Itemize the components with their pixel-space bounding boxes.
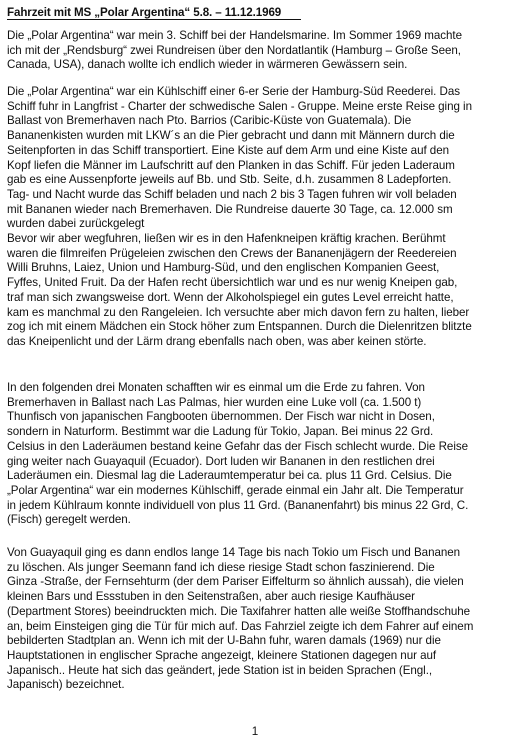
title-underline bbox=[7, 19, 301, 20]
text-line: Fyffes, United Fruit. Da der Hafen recht übersichtlich war und es nur wenig Kneipen gab, bbox=[7, 276, 458, 290]
text-line: (Fisch) geregelt werden. bbox=[7, 513, 131, 527]
text-line: Laderäumen ein. Diesmal lag die Laderaumtemperatur bei ca. plus 11 Grd. Celsius. Die bbox=[7, 469, 452, 483]
text-line: wurden dabei zurückgelegt bbox=[7, 217, 145, 231]
text-line: Bevor wir aber wegfuhren, ließen wir es in den Hafenkneipen kräftig krachen. Berühmt bbox=[7, 232, 446, 245]
text-line: in jedem Kühlraum konnte individuell von plus 11 Grd. (Bananenfahrt) bis minus 22 Grd, C. bbox=[7, 498, 469, 512]
text-line: bebilderten Stadtplan an. Wenn ich mit der U-Bahn fuhr, waren damals (1969) nur die bbox=[7, 634, 441, 648]
text-line: Japanisch) bezeichnet. bbox=[7, 678, 125, 692]
text-line: Ginza -Straße, der Fernsehturm (der dem Pariser Eiffelturm so ähnlich aussah), die vielen bbox=[7, 575, 464, 589]
text-line: Hauptstationen in englischer Sprache angezeigt, kleinere Stationen dagegen nur auf bbox=[7, 648, 437, 662]
text-line: zu löschen. Als junger Seemann fand ich diese riesige Stadt schon faszinierend. Die bbox=[7, 560, 435, 574]
text-line: das Kneipenlicht und der Lärm drang ebenfalls nach oben, was aber keinen störte. bbox=[7, 334, 427, 348]
text-line: Von Guayaquil ging es dann endlos lange 14 Tage bis nach Tokio um Fisch und Bananen bbox=[7, 546, 461, 559]
text-line: traf man sich zwangsweise dort. Wenn der Alkoholspiegel ein gutes Level erreicht hatte, bbox=[7, 290, 454, 304]
text-line: Willi Bruhns, Laiez, Union und Hamburg-Süd, und den englischen Kompanien Geest, bbox=[7, 261, 440, 275]
text-line: an, beim Einsteigen ging die Tür für mich auf. Das Fahrziel zeigte ich dem Fahrer auf einem bbox=[7, 619, 474, 633]
paragraph-4 bbox=[7, 381, 507, 528]
text-line: Tag- und Nacht wurde das Schiff beladen und nach 2 bis 3 Tagen fuhren wir voll beladen bbox=[7, 187, 457, 201]
text-line: In den folgenden drei Monaten schafften wir es einmal um die Erde zu fahren. Von bbox=[7, 381, 425, 394]
text-line: (Department Stores) beeindruckten mich. Die Taxifahrer hatten alle weiße Stoffhandschuhe bbox=[7, 604, 471, 618]
page-title bbox=[7, 5, 281, 20]
text-line: gab es eine Aussenpforte jeweils auf Bb. und Stb. Seite, d.h. zusammen 8 Ladepforten. bbox=[7, 173, 452, 187]
text-line: sondern in Naturform. Bestimmt war die Ladung für Tokio, Japan. Bei minus 22 Grd. bbox=[7, 425, 434, 439]
text-line: zog ich mit einem Mädchen ein Stock höher zum Entspannen. Durch die Dielenritzen blitzte bbox=[7, 320, 472, 334]
text-line: Canada, USA), danach wollte ich endlich wieder in wärmeren Gewässern sein. bbox=[7, 58, 408, 72]
text-line: mit Bananen wieder nach Bremerhaven. Die Rundreise dauerte 30 Tage, ca. 12.000 sm bbox=[7, 202, 453, 216]
text-line: kam es manchmal zu den Rangeleien. Ich versuchte aber mich davon fern zu halten, lieber bbox=[7, 305, 470, 319]
text-line: waren die filmreifen Prügeleien zwischen den Crews der Bananenjägern der Reedereien bbox=[7, 246, 457, 260]
title-prefix: Fahrzeit mit MS „ bbox=[7, 6, 100, 19]
text-line: Bananenkisten wurden mit LKW´s an die Pier gebracht und dann mit Männern durch die bbox=[7, 129, 455, 143]
title-dates: “ 5.8. – 11.12.1969 bbox=[184, 6, 282, 19]
text-line: Kopf liefen die Männer im Laufschritt auf den Planken in das Schiff. Für jeden Laderaum bbox=[7, 158, 455, 172]
text-line: Celsius in den Laderäumen bestand keine Gefahr das der Fisch schlecht wurde. Die Reise bbox=[7, 439, 468, 453]
paragraph-1 bbox=[7, 29, 507, 73]
text-line: Die „Polar Argentina“ war mein 3. Schiff bei der Handelsmarine. Im Sommer 1969 machte bbox=[7, 29, 462, 42]
text-line: kleinen Bars und Essstuben in den Seitenstraßen, aber auch riesige Kaufhäuser bbox=[7, 590, 415, 604]
text-line: „Polar Argentina“ war ein modernes Kühlschiff, gerade einmal ein Jahr alt. Die Temperatur bbox=[7, 483, 464, 497]
text-line: ich mit der „Rendsburg“ zwei Rundreisen über den Nordatlantik (Hamburg – Große Seen, bbox=[7, 43, 461, 57]
text-line: Bremerhaven in Ballast nach Las Palmas, hier wurden eine Luke voll (ca. 1.500 t) bbox=[7, 395, 422, 409]
text-line: ging weiter nach Guayaquil (Ecuador). Dort luden wir Bananen in den restlichen drei bbox=[7, 454, 435, 468]
text-line: Ballast von Bremerhaven nach Pto. Barrios (Caribic-Küste von Guatemala). Die bbox=[7, 114, 412, 128]
title-ship-name: Polar Argentina bbox=[100, 6, 185, 19]
text-line: Seitenpforten in das Schiff transportiert. Eine Kiste auf dem Arm und eine Kiste auf den bbox=[7, 143, 450, 157]
text-line: Thunfisch von japanischen Fangbooten übernommen. Der Fisch war nicht in Dosen, bbox=[7, 410, 435, 424]
paragraph-2 bbox=[7, 85, 507, 232]
paragraph-3 bbox=[7, 232, 507, 350]
text-line: Japanisch.. Heute hat sich das geändert, jede Station ist in beiden Sprachen (Engl., bbox=[7, 663, 433, 677]
text-line: Schiff fuhr in Langfrist - Charter der schwedische Salen - Gruppe. Meine erste Reise ging in bbox=[7, 99, 472, 113]
page-number: 1 bbox=[251, 725, 259, 738]
text-line: Die „Polar Argentina“ war ein Kühlschiff einer 6-er Serie der Hamburg-Süd Reederei. Das bbox=[7, 85, 460, 98]
paragraph-5 bbox=[7, 546, 507, 693]
